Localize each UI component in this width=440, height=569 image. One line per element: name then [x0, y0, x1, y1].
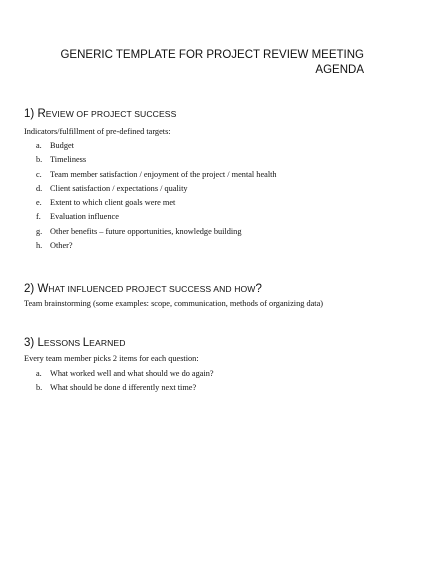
list-item-text: Evaluation influence — [50, 212, 119, 222]
section-3-number: 3) — [24, 337, 35, 349]
section-3-heading — [24, 336, 126, 350]
section-3-list — [36, 369, 214, 398]
section-1-number: 1) — [24, 108, 35, 120]
list-item — [36, 227, 277, 241]
section-3-heading-cap-2: L — [82, 337, 90, 349]
list-marker: h. — [36, 241, 43, 251]
list-marker: a. — [36, 141, 42, 150]
list-item-text: What should be done d ifferently next time? — [50, 383, 197, 393]
section-2-heading-end: ? — [255, 283, 262, 295]
list-item — [36, 383, 214, 397]
list-item — [36, 369, 214, 383]
list-item — [36, 170, 277, 184]
list-item-text: Timeliness — [50, 155, 87, 165]
section-3-heading-rest-2: EARNED — [89, 338, 126, 348]
list-marker: a. — [36, 369, 42, 378]
list-marker: c. — [36, 169, 42, 179]
section-3-intro: Every team member picks 2 items for each question: — [24, 354, 199, 363]
list-marker: e. — [36, 198, 42, 208]
list-item-text: Budget — [50, 141, 74, 150]
list-marker: b. — [36, 155, 43, 165]
list-item — [36, 141, 277, 155]
list-item — [36, 155, 277, 169]
document-title — [60, 48, 364, 77]
title-line-2: AGENDA — [315, 63, 364, 76]
section-3-heading-cap-1: L — [37, 337, 44, 349]
section-2-number: 2) — [24, 283, 35, 295]
list-item-text: Other benefits – future opportunities, knowledge building — [50, 226, 242, 236]
list-item-text: Other? — [50, 241, 73, 251]
list-item-text: Extent to which client goals were met — [50, 198, 176, 208]
list-item — [36, 212, 277, 226]
list-marker: b. — [36, 383, 43, 393]
section-2-heading-cap: W — [37, 283, 49, 295]
list-item-text: What worked well and what should we do again? — [50, 369, 214, 378]
list-item-text: Client satisfaction / expectations / quality — [50, 183, 188, 193]
section-1-heading-rest: EVIEW OF PROJECT SUCCESS — [45, 109, 177, 119]
list-item — [36, 198, 277, 212]
section-2-body: Team brainstorming (some examples: scope, communication, methods of organizing data) — [24, 299, 324, 308]
section-2-heading-rest: HAT INFLUENCED PROJECT SUCCESS AND HOW — [48, 284, 256, 294]
list-item — [36, 184, 277, 198]
section-1-intro: Indicators/fulfillment of pre-defined targets: — [24, 127, 171, 136]
list-marker: d. — [36, 183, 43, 193]
list-item — [36, 241, 277, 255]
section-2-heading — [24, 282, 262, 296]
list-item-text: Team member satisfaction / enjoyment of the project / mental health — [50, 169, 277, 179]
list-marker: g. — [36, 226, 43, 236]
section-1-heading-cap: R — [37, 108, 46, 120]
section-1-heading — [24, 107, 176, 121]
list-marker: f. — [36, 212, 41, 222]
section-1-list — [36, 141, 277, 255]
section-3-heading-rest-1: ESSONS — [43, 338, 83, 348]
title-line-1: GENERIC TEMPLATE FOR PROJECT REVIEW MEETING — [60, 49, 364, 61]
